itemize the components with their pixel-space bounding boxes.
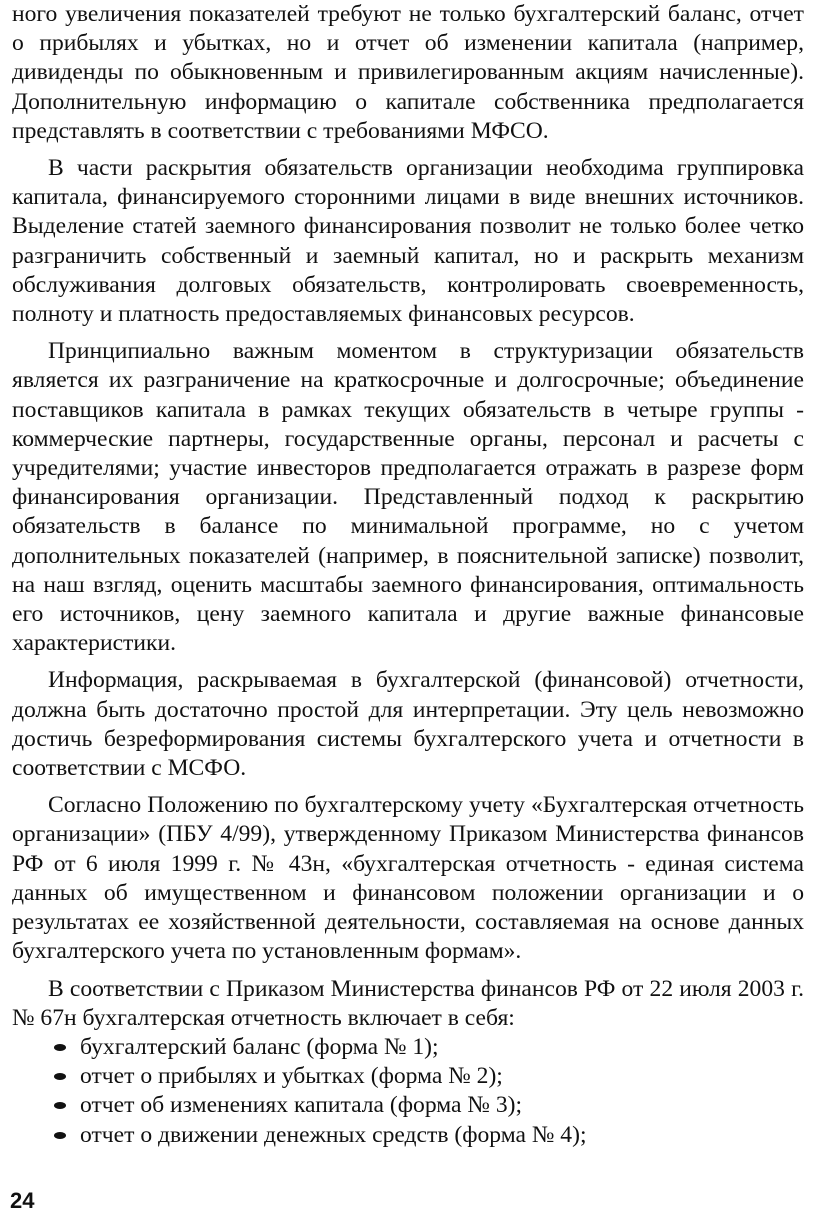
paragraph-information-simplicity: Информация, раскрываемая в бухгалтерской (финансовой) отчетности, должна быть достаточно простой для интерпретации. Эту цель невозможно достичь безреформирования системы бухгалтерского учета и отчетности в соответствии с МСФО. bbox=[12, 667, 804, 782]
paragraph-liabilities-structure: Принципиально важным моментом в структуризации обязательств является их разграничение на краткосрочные и долгосрочные; объединение поставщиков капитала в рамках текущих обязательств в четыре группы - коммерческие партнеры, государственные органы, персонал и расчеты с учредителями; участие инвесторов предполагается отражать в разрезе форм финансирования организации. Представленный подход к раскрытию обязательств в балансе по минимальной программе, но с учетом дополнительных показателей (например, в пояснительной записке) позволит, на наш взгляд, оценить масштабы заемного финансирования, оптимальность его источников, цену заемного капитала и другие важные финансовые характеристики. bbox=[12, 338, 804, 657]
bullet-icon bbox=[54, 1102, 66, 1109]
list-item bbox=[12, 1062, 804, 1091]
list-item-text: бухгалтерский баланс (форма № 1); bbox=[80, 1033, 439, 1060]
bullet-icon bbox=[54, 1073, 66, 1080]
bullet-icon bbox=[54, 1132, 66, 1139]
list-item bbox=[12, 1091, 804, 1120]
paragraph-reporting-composition: В соответствии с Приказом Министерства финансов РФ от 22 июля 2003 г. № 67н бухгалтерская отчетность включает в себя: bbox=[12, 975, 804, 1031]
list-item bbox=[12, 1121, 804, 1150]
list-item-text: отчет о прибылях и убытках (форма № 2); bbox=[80, 1063, 503, 1090]
list-item-text: отчет об изменениях капитала (форма № 3); bbox=[80, 1092, 523, 1119]
page-body bbox=[12, 0, 804, 1150]
bullet-icon bbox=[54, 1044, 66, 1051]
list-item-text: отчет о движении денежных средств (форма № 4); bbox=[80, 1121, 587, 1148]
reporting-forms-list bbox=[12, 1033, 804, 1150]
page-number: 24 bbox=[10, 1188, 35, 1213]
list-item bbox=[12, 1033, 804, 1062]
paragraph-pbu-definition: Согласно Положению по бухгалтерскому учету «Бухгалтерская отчетность организации» (ПБУ 4/99), утвержденному Приказом Министерства финансов РФ от 6 июля 1999 г. № 43н, «бухгалтерская отчетность - единая система данных об имущественном и финансовом положении организации и о результатах ее хозяйственной деятельности, составляемая на основе данных бухгалтерского учета по установленным формам». bbox=[12, 792, 804, 965]
paragraph-liabilities-disclosure: В части раскрытия обязательств организации необходима группировка капитала, финансируемого сторонними лицами в виде внешних источников. Выделение статей заемного финансирования позволит не только более четко разграничить собственный и заемный капитал, но и раскрыть механизм обслуживания долговых обязательств, контролировать своевременность, полноту и платность предоставляемых финансовых ресурсов. bbox=[12, 155, 804, 328]
paragraph-continuation: ного увеличения показателей требуют не только бухгалтерский баланс, отчет о прибылях и убытках, но и отчет об изменении капитала (например, дивиденды по обыкновенным и привилегированным акциям начисленные). Дополнительную информацию о капитале собственника предполагается представлять в соответствии с требованиями МФСО. bbox=[12, 1, 804, 144]
